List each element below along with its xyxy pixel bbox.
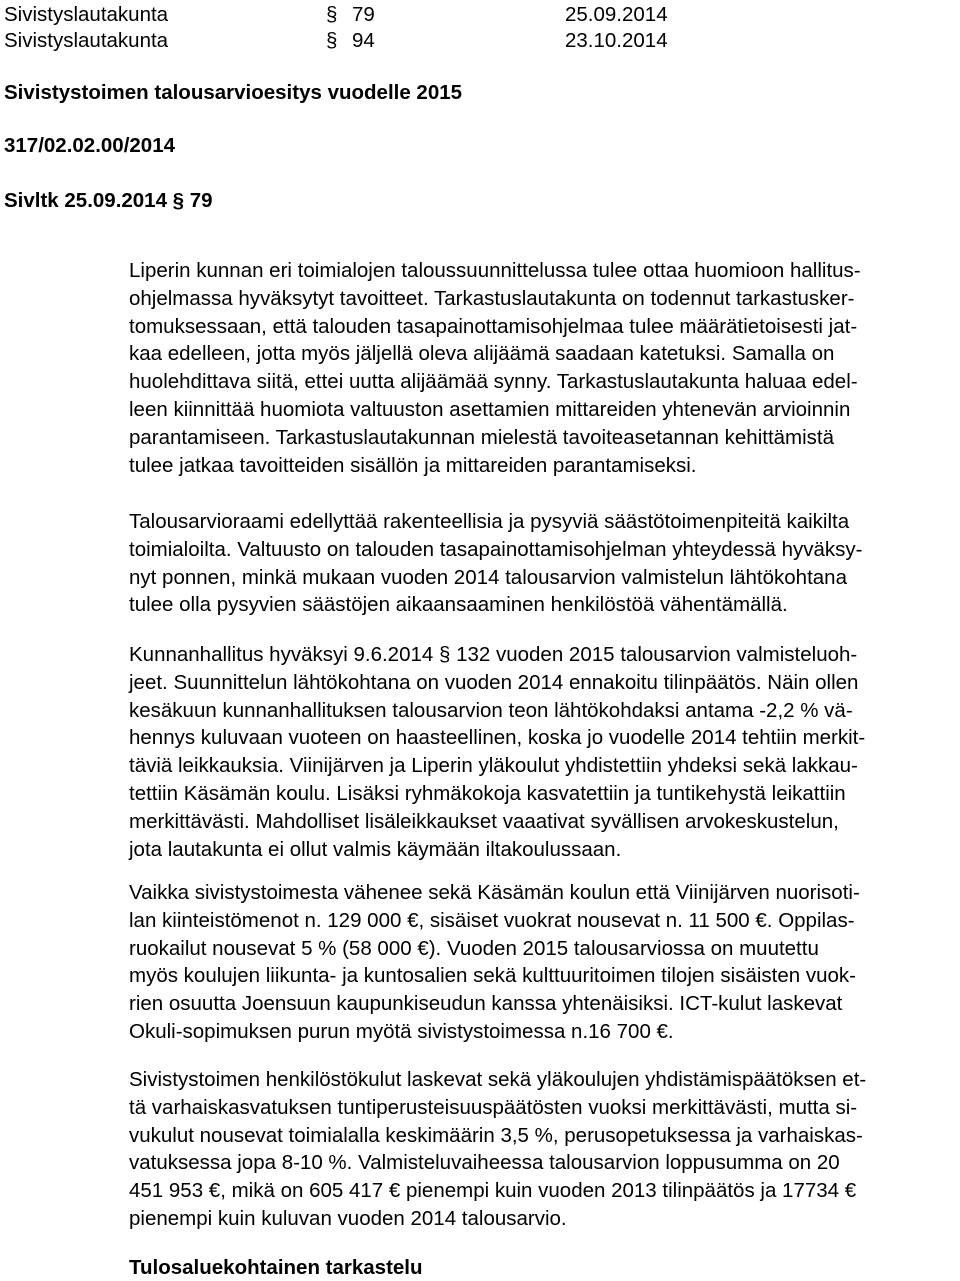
section-heading: Tulosaluekohtainen tarkastelu [129,1256,423,1279]
paragraph-line: vukulut nousevat toimialalla keskimäärin 3,5 %, perusopetuksessa ja varhaiskas- [129,1123,863,1147]
paragraph-line: Vaikka sivistystoimesta vähenee sekä Käsämän koulun että Viinijärven nuorisoti- [129,881,860,904]
section-number: 79 [352,3,375,26]
paragraph-line: tomuksessaan, että talouden tasapainottamisohjelmaa tulee määrätietoisesti jat- [129,314,858,338]
paragraph-line: parantamiseen. Tarkastuslautakunnan mielestä tavoiteasetannan kehittämistä [129,425,835,449]
paragraph-line: tulee olla pysyvien säästöjen aikaansaaminen henkilöstöä vähentämällä. [129,593,788,617]
paragraph-2 [129,508,953,619]
paragraph-line: Sivistystoimen henkilöstökulut laskevat sekä yläkoulujen yhdistämispäätöksen et- [129,1068,867,1091]
paragraph-line: jota lautakunta ei ollut valmis käymään iltakoulussaan. [129,837,622,861]
meeting-date: 23.10.2014 [565,29,668,52]
paragraph-1 [129,257,953,479]
meeting-date: 25.09.2014 [565,3,668,26]
document-title: Sivistystoimen talousarvioesitys vuodelle 2015 [4,81,463,104]
paragraph-line: ruokailut nousevat 5 % (58 000 €). Vuoden 2015 talousarviossa on muutettu [129,936,819,960]
paragraph-line: Kunnanhallitus hyväksyi 9.6.2014 § 132 vuoden 2015 talousarvion valmisteluoh- [129,643,858,666]
paragraph-line: toimialoilta. Valtuusto on talouden tasapainottamisohjelman yhteydessä hyväksy- [129,537,863,561]
meeting-body: Sivistyslautakunta [4,29,169,52]
paragraph-line: ohjelmassa hyväksytyt tavoitteet. Tarkastuslautakunta on todennut tarkastusker- [129,286,855,310]
paragraph-line: hennys kuluvaan vuoteen on haasteellinen, koska jo vuodelle 2014 tehtiin merkit- [129,726,866,750]
paragraph-line: nyt ponnen, minkä mukaan vuoden 2014 talousarvion valmistelun lähtökohtana [129,565,847,589]
paragraph-line: lan kiinteistömenot n. 129 000 €, sisäiset vuokrat nousevat n. 11 500 €. Oppilas- [129,908,855,932]
paragraph-line: pienempi kuin kuluvan vuoden 2014 talousarvio. [129,1206,567,1230]
paragraph-line: merkittävästi. Mahdolliset lisäleikkaukset vaaativat syvällisen arvokeskustelun, [129,809,839,833]
paragraph-line: Talousarvioraami edellyttää rakenteellisia ja pysyviä säästötoimenpiteitä kaikilta [129,510,850,533]
paragraph-3 [129,641,953,863]
section-number: 94 [352,29,375,52]
paragraph-5 [129,1066,953,1233]
paragraph-line: Liperin kunnan eri toimialojen taloussuunnittelussa tulee ottaa huomioon hallitus- [129,259,861,282]
paragraph-line: täviä leikkauksia. Viinijärven ja Liperin yläkoulut yhdistettiin yhdeksi sekä lakkau- [129,754,858,778]
paragraph-line: Okuli-sopimuksen purun myötä sivistystoimessa n.16 700 €. [129,1019,674,1043]
section-sign: § [326,3,338,26]
paragraph-line: tettiin Käsämän koulu. Lisäksi ryhmäkokoja kasvatettiin ja tuntikehystä leikattiin [129,781,846,805]
paragraph-line: huolehdittava siitä, ettei uutta alijäämää synny. Tarkastuslautakunta haluaa edel- [129,370,858,394]
paragraph-line: 451 953 €, mikä on 605 417 € pienempi kuin vuoden 2013 tilinpäätös ja 17734 € [129,1179,857,1203]
paragraph-line: tä varhaiskasvatuksen tuntiperusteisuuspäätösten vuoksi merkittävästi, mutta si- [129,1095,858,1119]
reference: Sivltk 25.09.2014 § 79 [4,189,213,212]
paragraph-line: leen kiinnittää huomiota valtuuston asettamien mittareiden yhtenevän arvioinnin [129,397,851,421]
section-sign: § [326,29,338,52]
paragraph-line: vatuksessa jopa 8-10 %. Valmisteluvaiheessa talousarvion loppusumma on 20 [129,1151,840,1175]
paragraph-line: jeet. Suunnittelun lähtökohtana on vuoden 2014 ennakoitu tilinpäätös. Näin ollen [129,670,859,694]
meeting-body: Sivistyslautakunta [4,3,169,26]
paragraph-line: rien osuutta Joensuun kaupunkiseudun kanssa yhtenäisiksi. ICT-kulut laskevat [129,992,843,1016]
paragraph-line: kesäkuun kunnanhallituksen talousarvion teon lähtökohdaksi antama -2,2 % vä- [129,698,853,722]
record-number: 317/02.02.00/2014 [4,134,175,157]
paragraph-line: tulee jatkaa tavoitteiden sisällön ja mittareiden parantamiseksi. [129,453,697,477]
paragraph-line: kaa edelleen, jotta myös jäljellä oleva alijäämä saadaan katetuksi. Samalla on [129,342,835,366]
paragraph-4 [129,879,953,1046]
paragraph-line: myös koulujen liikunta- ja kuntosalien sekä kulttuuritoimen tilojen sisäisten vuok- [129,964,856,988]
